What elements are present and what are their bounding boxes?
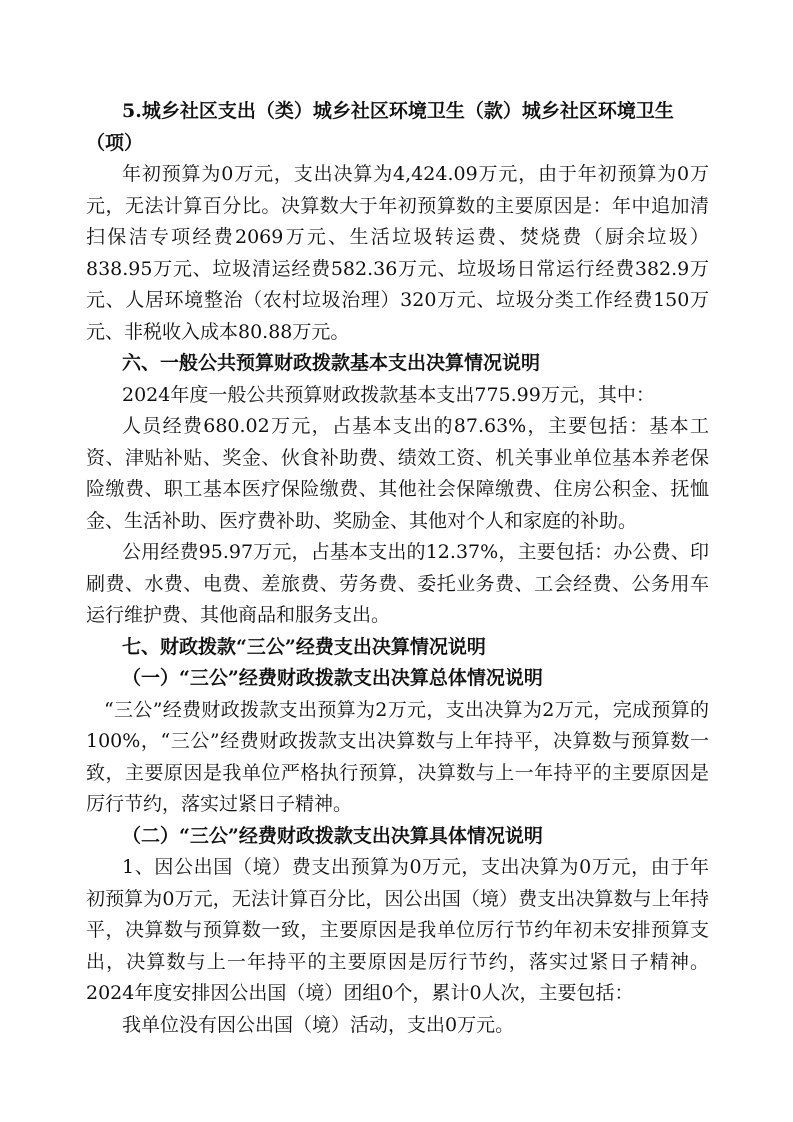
paragraph-overseas-travel: 1、因公出国（境）费支出预算为0万元，支出决算为0万元，由于年初预算为0万元，无法计算百分比，因公出国（境）费支出决算数与上年持平，决算数与预算数一致，主要原因是我单位厉行节约年初未安排预算支出，决算数与上一年持平的主要原因是厉行节约，落实过紧日子精神。2024年度安排因公出国（境）团组0个，累计0人次，主要包括： — [86, 856, 709, 1004]
section-heading-6: 六、一般公共预算财政拨款基本支出决算情况说明 — [122, 352, 541, 374]
paragraph-three-public-overall: “三公”经费财政拨款支出预算为2万元，支出决算为2万元，完成预算的100%，“三公”经费财政拨款支出决算数与上年持平，决算数与预算数一致，主要原因是我单位严格执行预算，决算数与上一年持平的主要原因是厉行节约，落实过紧日子精神。 — [86, 698, 709, 815]
paragraph-no-overseas-activity: 我单位没有因公出国（境）活动，支出0万元。 — [122, 1013, 515, 1036]
subsection-heading-1: （一）“三公”经费财政拨款支出决算总体情况说明 — [122, 667, 543, 689]
section-heading-5: 5.城乡社区支出（类）城乡社区环境卫生（款）城乡社区环境卫生（项） — [86, 100, 674, 154]
paragraph-basic-expenditure: 2024年度一般公共预算财政拨款基本支出775.99万元，其中： — [122, 383, 655, 406]
subsection-heading-2: （二）“三公”经费财政拨款支出决算具体情况说明 — [122, 824, 543, 847]
paragraph-env-sanitation: 年初预算为0万元，支出决算为4,424.09万元，由于年初预算为0万元，无法计算百分比。决算数大于年初预算数的主要原因是：年中追加清扫保洁专项经费2069万元、生活垃圾转运费、焚烧费（厨余垃圾）838.95万元、垃圾清运经费582.36万元、垃圾场日常运行经费382.9万元、人居环境整治（农村垃圾治理）320万元、垃圾分类工作经费150万元、非税收入成本80.88万元。 — [86, 163, 709, 343]
section-heading-7: 七、财政拨款“三公”经费支出决算情况说明 — [122, 635, 486, 658]
paragraph-personnel-expenses: 人员经费680.02万元，占基本支出的87.63%，主要包括：基本工资、津贴补贴、奖金、伙食补助费、绩效工资、机关事业单位基本养老保险缴费、职工基本医疗保险缴费、其他社会保障缴费、住房公积金、抚恤金、生活补助、医疗费补助、奖励金、其他对个人和家庭的补助。 — [86, 415, 709, 532]
paragraph-public-expenses: 公用经费95.97万元，占基本支出的12.37%，主要包括：办公费、印刷费、水费、电费、差旅费、劳务费、委托业务费、工会经费、公务用车运行维护费、其他商品和服务支出。 — [86, 541, 709, 626]
